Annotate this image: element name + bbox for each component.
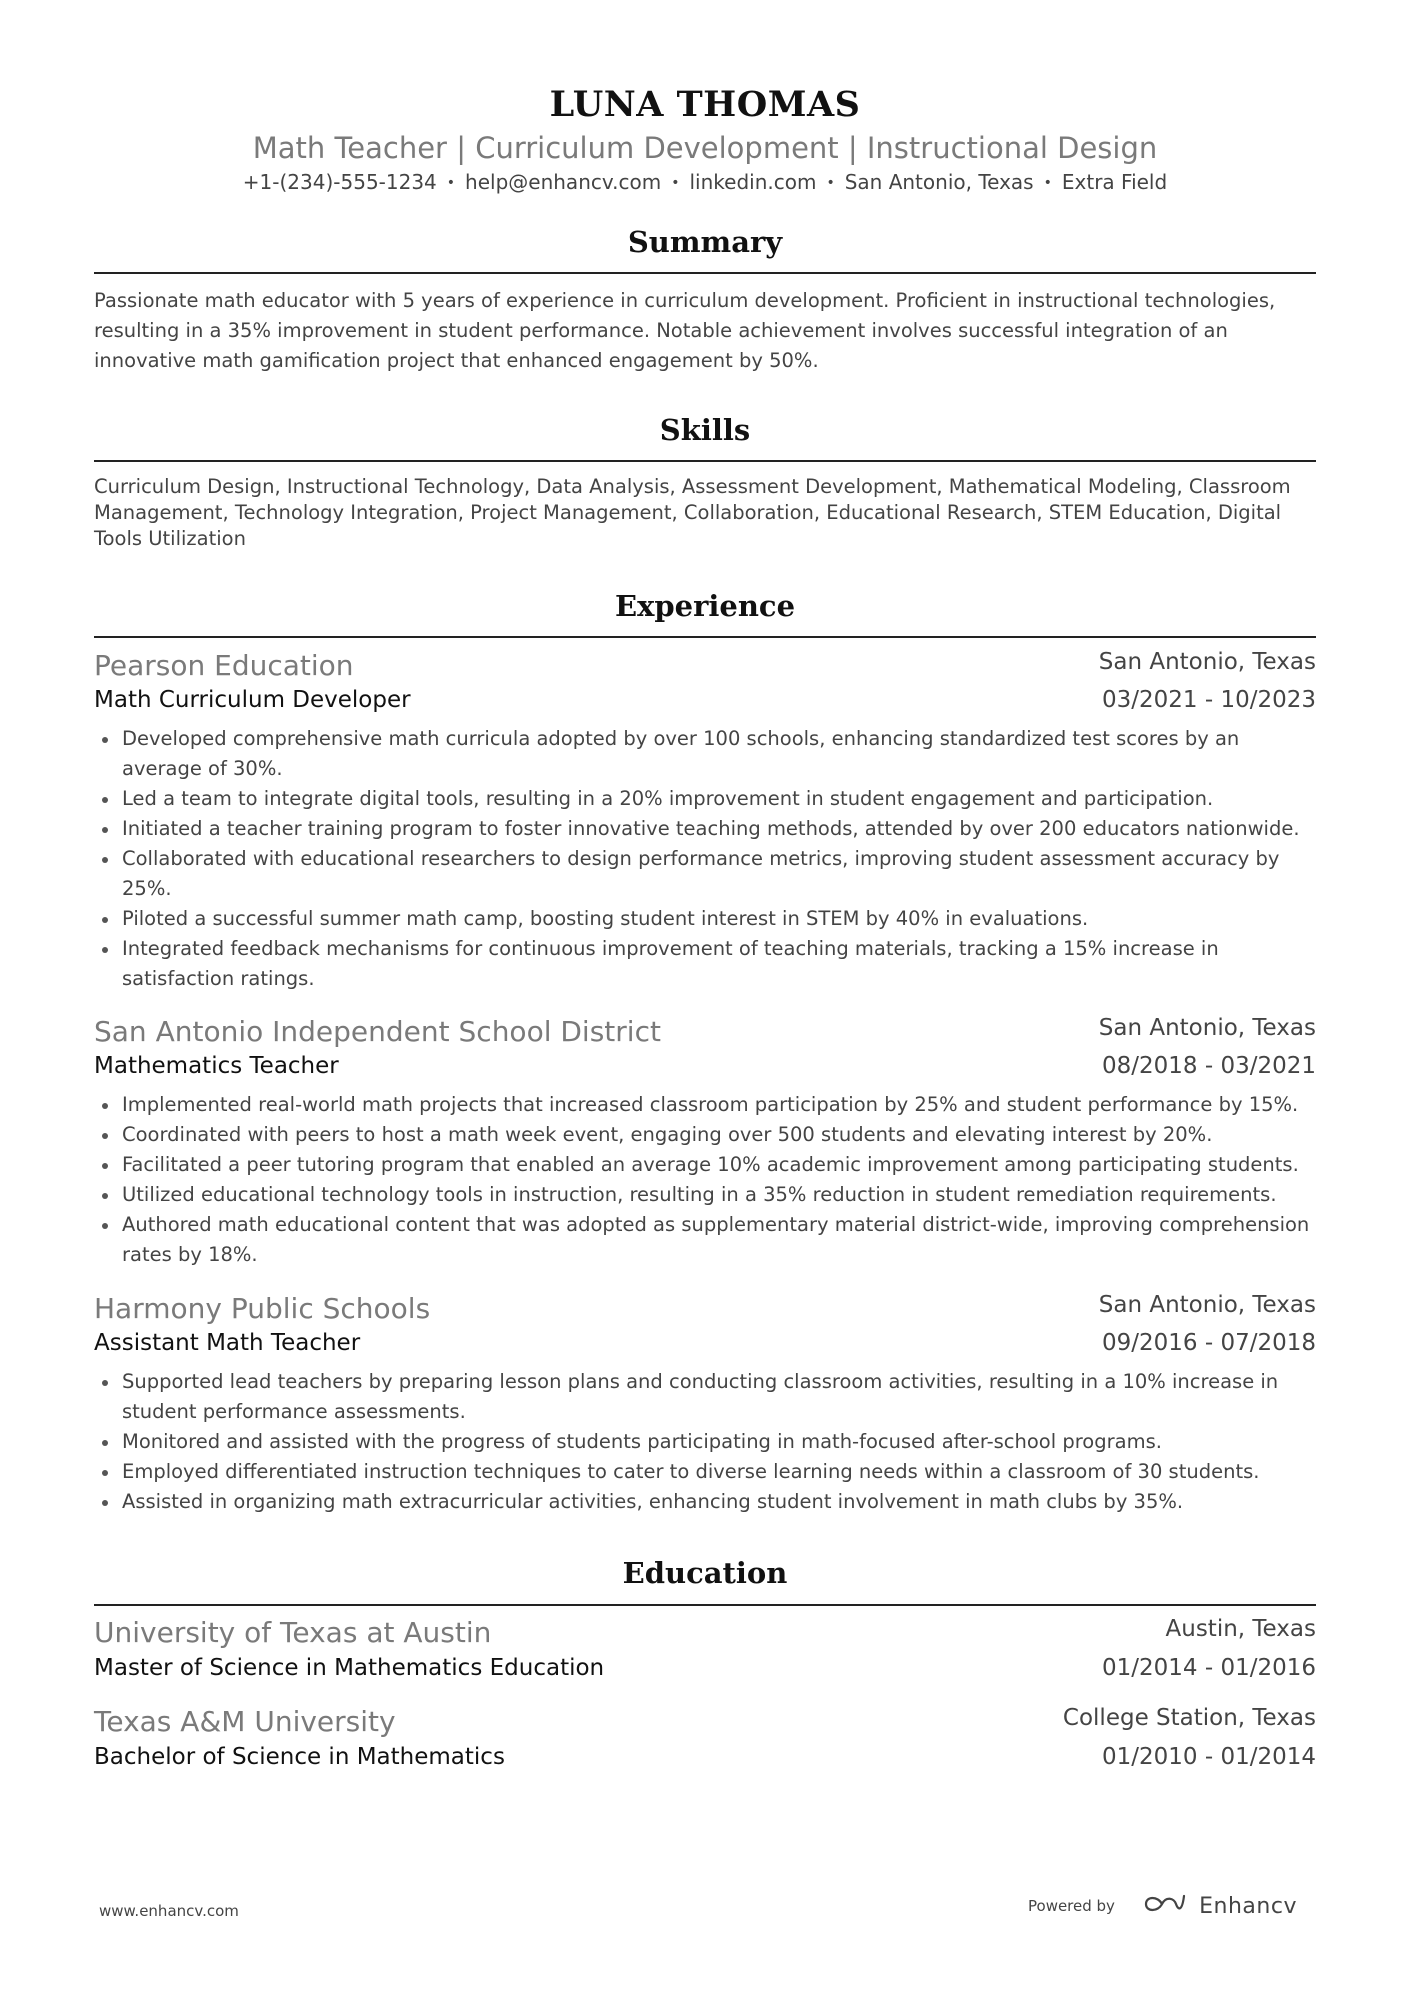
school-location: Austin, Texas — [1165, 1616, 1316, 1642]
bullet-separator: • — [1043, 175, 1052, 191]
job-header — [94, 649, 1316, 683]
headline: Math Teacher | Curriculum Development | Instructional Design — [252, 131, 1158, 165]
education-dates: 01/2014 - 01/2016 — [1101, 1655, 1316, 1681]
skills-text: Curriculum Design, Instructional Technology, Data Analysis, Assessment Development, Mathematical Modeling, Classroom Management, Technology Integration, Project Management, Collaboration, Educational Research, STEM Education, Digital Tools Utilization — [94, 475, 1291, 550]
candidate-name: LUNA THOMAS — [549, 84, 861, 125]
job-dates: 09/2016 - 07/2018 — [1101, 1330, 1316, 1356]
section-title-summary: Summary — [627, 225, 783, 259]
list-item: Piloted a successful summer math camp, boosting student interest in STEM by 40% in evaluations. — [94, 904, 1316, 934]
job-bullets — [94, 1090, 1316, 1270]
list-item: Implemented real-world math projects that increased classroom participation by 25% and student performance by 15%. — [94, 1090, 1316, 1120]
enhancv-brand: Enhancv — [1199, 1893, 1297, 1919]
education-dates: 01/2010 - 01/2014 — [1101, 1744, 1316, 1770]
job-location: San Antonio, Texas — [1098, 1015, 1316, 1041]
contact-linkedin[interactable]: linkedin.com — [689, 170, 817, 194]
list-item: Coordinated with peers to host a math week event, engaging over 500 students and elevating interest by 20%. — [94, 1120, 1316, 1150]
list-item: Monitored and assisted with the progress of students participating in math-focused after-school programs. — [94, 1427, 1316, 1457]
section-title-experience: Experience — [614, 589, 796, 623]
section-divider — [94, 636, 1316, 638]
school-name: University of Texas at Austin — [94, 1616, 492, 1649]
list-item: Facilitated a peer tutoring program that enabled an average 10% academic improvement among participating students. — [94, 1150, 1316, 1180]
list-item: Supported lead teachers by preparing lesson plans and conducting classroom activities, resulting in a 10% increase in student performance assessments. — [94, 1367, 1316, 1427]
bullet-separator: • — [826, 175, 835, 191]
enhancv-logo-icon — [1142, 1892, 1188, 1920]
school-location: College Station, Texas — [1062, 1705, 1316, 1731]
contact-email[interactable]: help@enhancv.com — [465, 170, 662, 194]
contact-info — [94, 170, 1316, 194]
job-location: San Antonio, Texas — [1098, 1292, 1316, 1318]
bullet-separator: • — [446, 175, 456, 191]
list-item: Initiated a teacher training program to foster innovative teaching methods, attended by over 200 educators nationwide. — [94, 814, 1316, 844]
degree: Master of Science in Mathematics Education — [94, 1655, 605, 1681]
school-name: Texas A&M University — [94, 1705, 396, 1738]
section-title-education: Education — [622, 1556, 788, 1590]
powered-by-label: Powered by — [1028, 1897, 1115, 1915]
contact-phone: +1-(234)-555-1234 — [242, 170, 437, 194]
job-role: Mathematics Teacher — [94, 1053, 339, 1079]
education-header — [94, 1705, 1316, 1739]
list-item: Led a team to integrate digital tools, resulting in a 20% improvement in student engagement and participation. — [94, 784, 1316, 814]
list-item: Employed differentiated instruction techniques to cater to diverse learning needs within a classroom of 30 students. — [94, 1457, 1316, 1487]
bullet-separator: • — [671, 175, 680, 191]
list-item: Assisted in organizing math extracurricular activities, enhancing student involvement in math clubs by 35%. — [94, 1487, 1316, 1517]
section-divider — [94, 460, 1316, 462]
job-subheader — [94, 1330, 1316, 1364]
list-item: Collaborated with educational researchers to design performance metrics, improving student assessment accuracy by 25%. — [94, 844, 1316, 904]
footer-website-link[interactable]: www.enhancv.com — [99, 1902, 239, 1920]
footer-branding — [1028, 1892, 1297, 1922]
company-name: Pearson Education — [94, 649, 354, 682]
section-divider — [94, 272, 1316, 274]
job-role: Math Curriculum Developer — [94, 687, 411, 713]
job-subheader — [94, 687, 1316, 721]
education-subheader — [94, 1655, 1316, 1689]
list-item: Utilized educational technology tools in instruction, resulting in a 35% reduction in student remediation requirements. — [94, 1180, 1316, 1210]
job-dates: 03/2021 - 10/2023 — [1101, 687, 1316, 713]
job-location: San Antonio, Texas — [1098, 649, 1316, 675]
job-subheader — [94, 1053, 1316, 1087]
section-title-skills: Skills — [659, 413, 751, 447]
list-item: Integrated feedback mechanisms for continuous improvement of teaching materials, tracking a 15% increase in satisfaction ratings. — [94, 934, 1316, 994]
list-item: Developed comprehensive math curricula adopted by over 100 schools, enhancing standardized test scores by an average of 30%. — [94, 724, 1316, 784]
degree: Bachelor of Science in Mathematics — [94, 1744, 505, 1770]
job-role: Assistant Math Teacher — [94, 1330, 361, 1356]
job-header — [94, 1015, 1316, 1049]
job-bullets — [94, 1367, 1316, 1517]
job-dates: 08/2018 - 03/2021 — [1101, 1053, 1316, 1079]
job-bullets — [94, 724, 1316, 994]
list-item: Authored math educational content that was adopted as supplementary material district-wide, improving comprehension rates by 18%. — [94, 1210, 1316, 1270]
contact-location: San Antonio, Texas — [844, 170, 1034, 194]
education-header — [94, 1616, 1316, 1650]
education-subheader — [94, 1744, 1316, 1778]
section-divider — [94, 1604, 1316, 1606]
contact-extra: Extra Field — [1061, 170, 1168, 194]
summary-text: Passionate math educator with 5 years of experience in curriculum development. Proficient in instructional technologies, resulting in a 35% improvement in student performance. Notable achievement involves successful integration of an innovative math gamification project that enhanced engagement by 50%. — [94, 289, 1276, 372]
job-header — [94, 1292, 1316, 1326]
company-name: San Antonio Independent School District — [94, 1015, 661, 1048]
company-name: Harmony Public Schools — [94, 1292, 431, 1325]
